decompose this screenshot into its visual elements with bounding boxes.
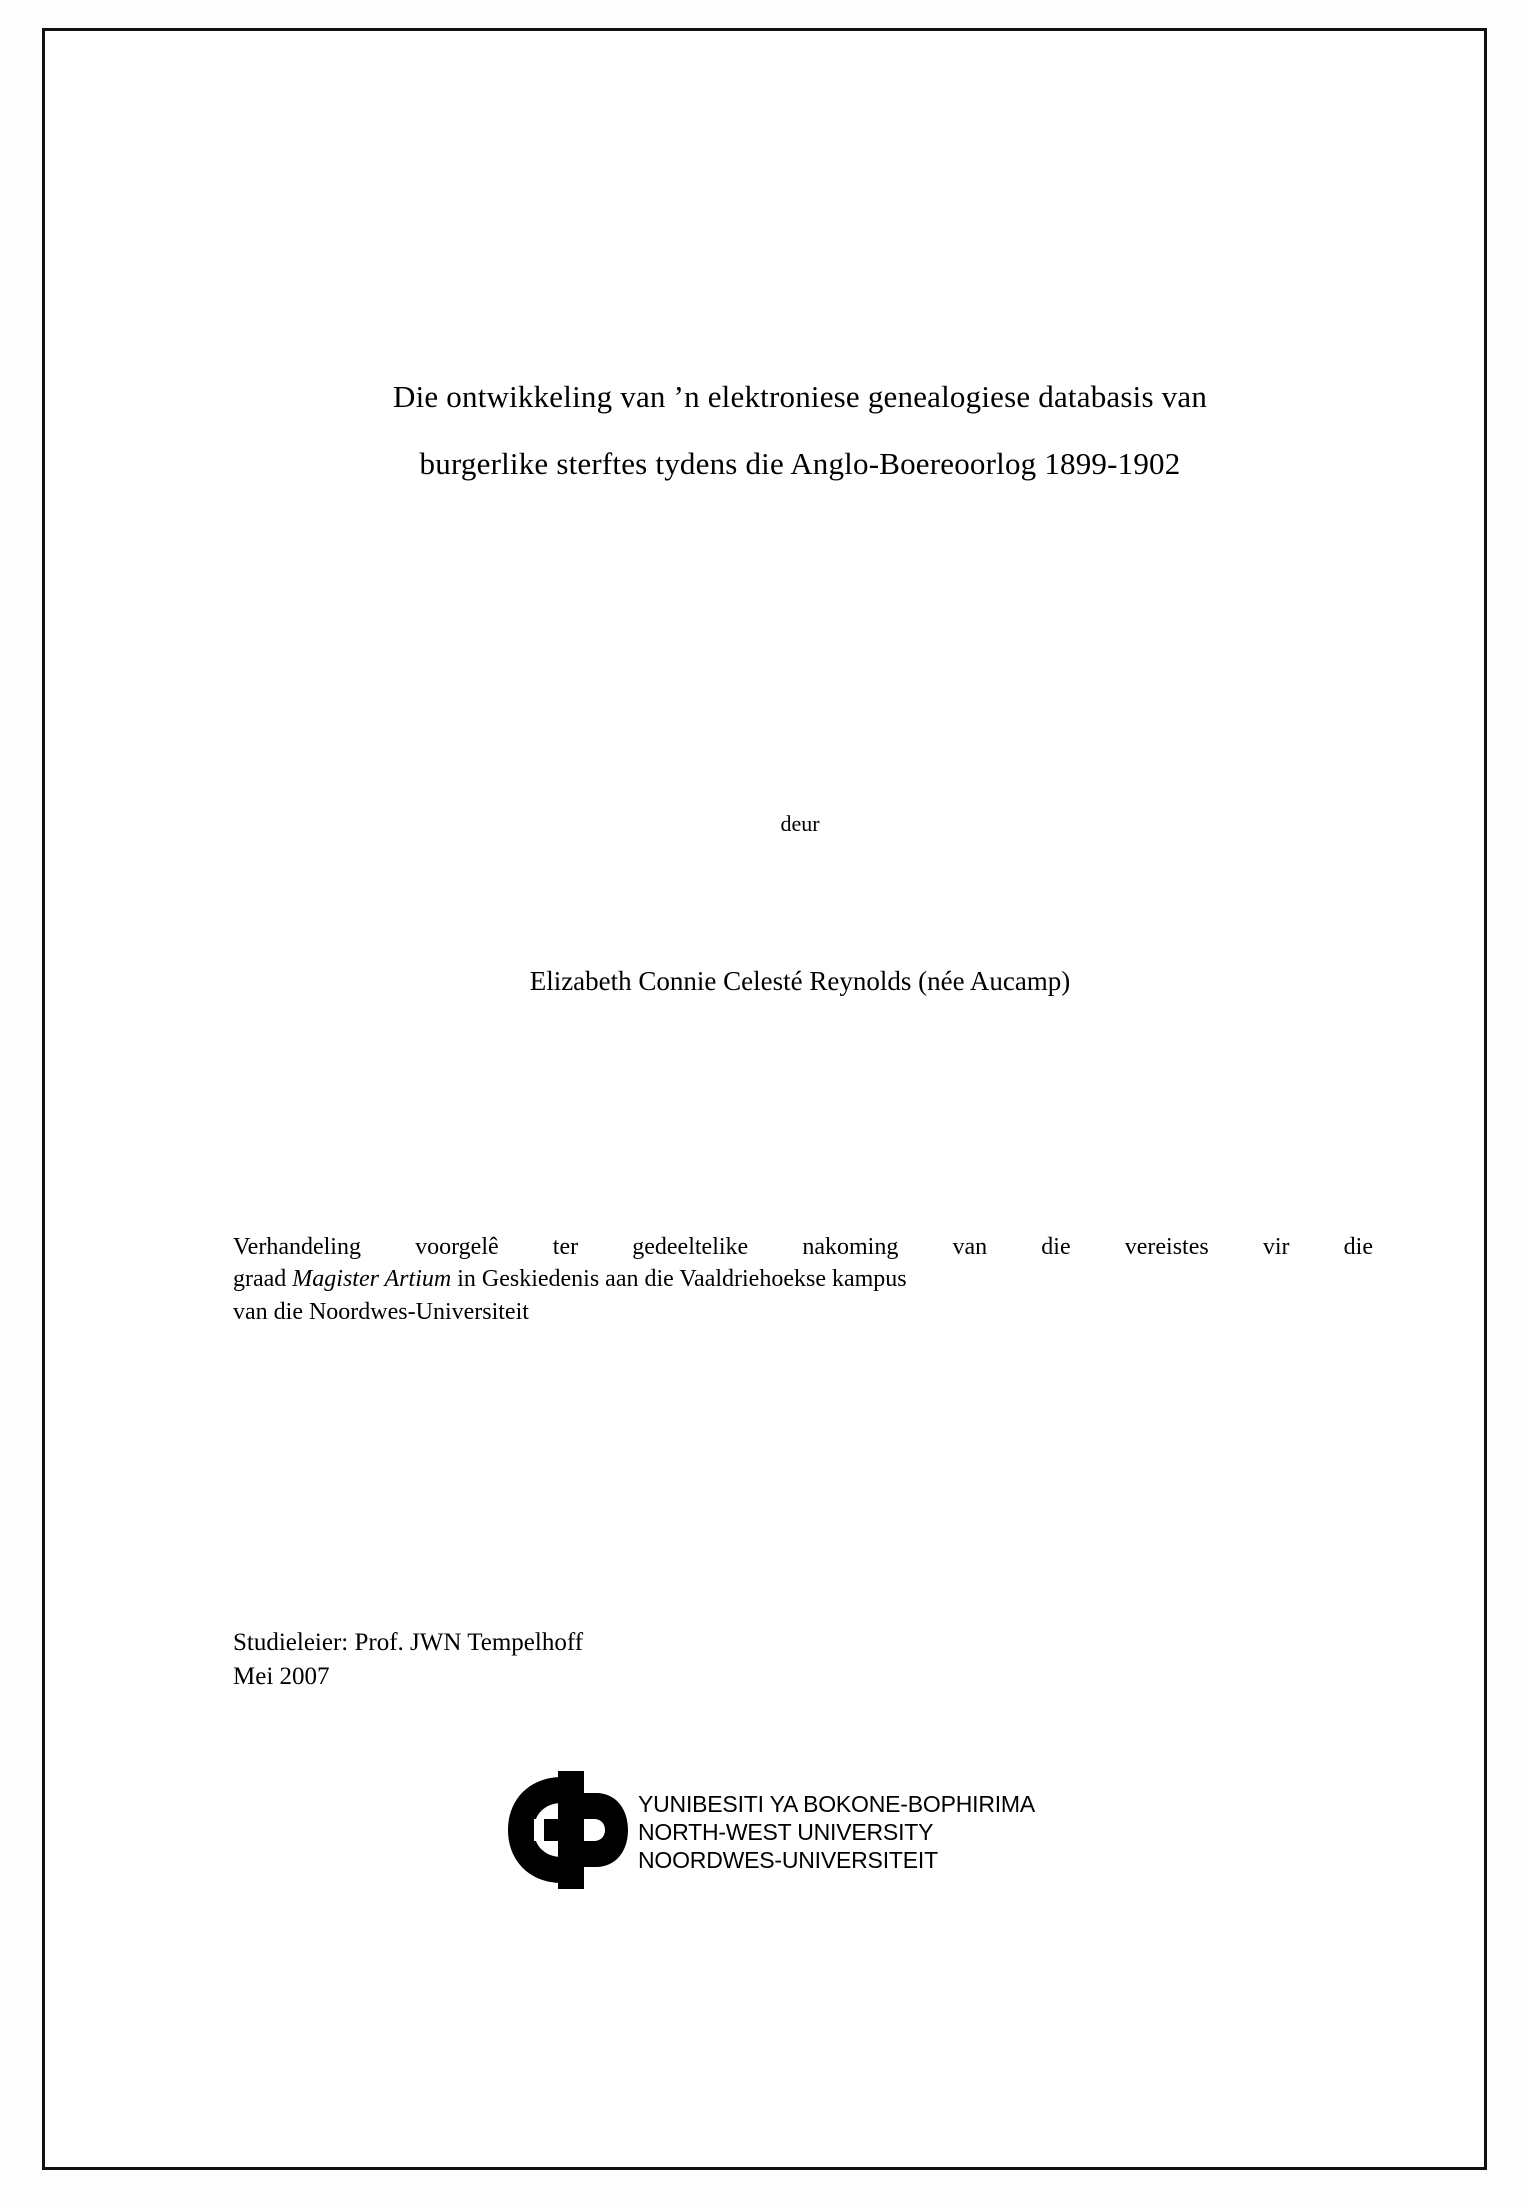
logo-line-3: NOORDWES-UNIVERSITEIT	[638, 1847, 938, 1874]
institution-name-lines	[638, 1786, 1035, 1874]
title-line-1: Die ontwikkeling van ’n elektroniese genealogiese databasis van	[392, 379, 1208, 414]
title-page-content	[225, 31, 1375, 2173]
submission-statement	[233, 1231, 1373, 1328]
degree-name: Magister Artium	[292, 1266, 452, 1293]
date-line: Mei 2007	[233, 1662, 330, 1690]
by-label: deur	[780, 811, 820, 836]
north-west-university-logo-icon	[500, 1771, 628, 1889]
submission-line-1: Verhandeling voorgelê ter gedeeltelike nakoming van die vereistes vir die	[233, 1234, 1373, 1260]
page-border-frame	[42, 28, 1487, 2170]
page-title	[225, 381, 1375, 479]
supervisor-line: Studieleier: Prof. JWN Tempelhoff	[233, 1629, 584, 1656]
submission-line-2	[233, 1263, 1373, 1295]
submission-line-2-post: in Geskiedenis aan die Vaaldriehoekse kampus	[451, 1266, 907, 1293]
institution-logo-block	[225, 1771, 1375, 1911]
submission-line-3: van die Noordwes-Universiteit	[233, 1298, 529, 1325]
author-name: Elizabeth Connie Celesté Reynolds (née Aucamp)	[529, 966, 1071, 996]
logo-line-2: NORTH-WEST UNIVERSITY	[638, 1818, 934, 1845]
title-line-2: burgerlike sterftes tydens die Anglo-Boereoorlog 1899-1902	[419, 446, 1181, 481]
supervisor-block	[233, 1626, 1373, 1694]
logo-line-1: YUNIBESITI YA BOKONE-BOPHIRIMA	[638, 1790, 1036, 1817]
submission-line-2-pre: graad	[233, 1266, 293, 1293]
